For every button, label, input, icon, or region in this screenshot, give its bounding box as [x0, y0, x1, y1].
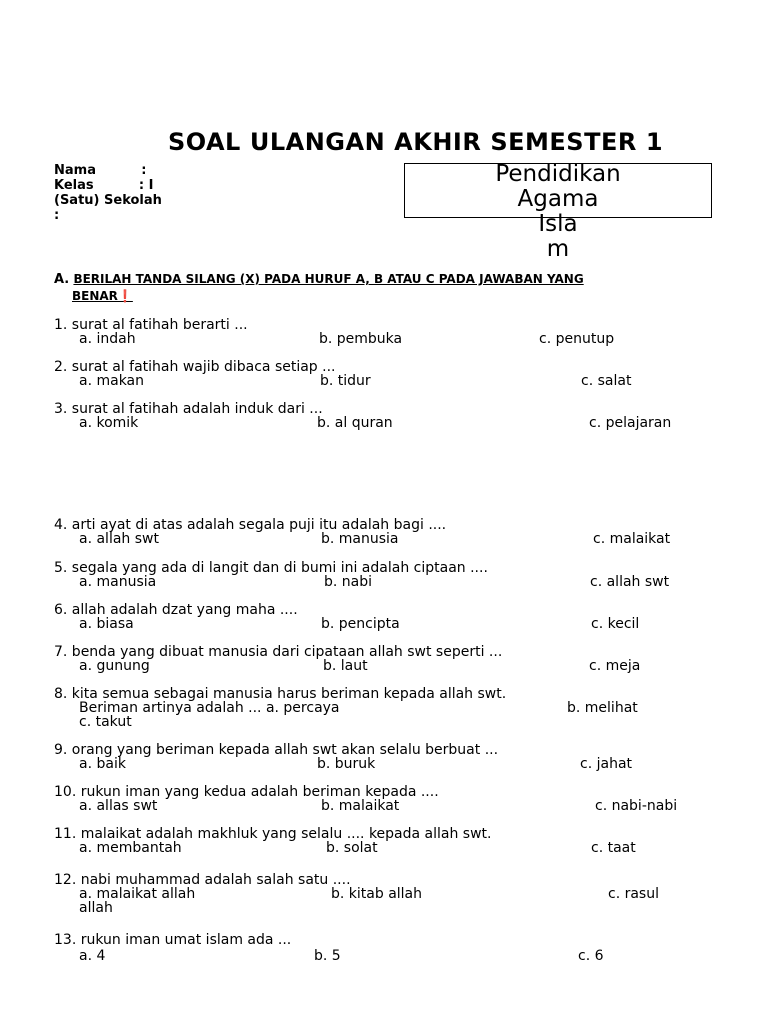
option-b: b. laut [323, 658, 368, 674]
option-c-continued: allah [79, 900, 113, 916]
subject-title: Pendidikan Agama Isla m [495, 161, 621, 262]
option-c: c. allah swt [590, 574, 670, 590]
question-text: 9. orang yang beriman kepada allah swt akan selalu berbuat ... [54, 742, 499, 758]
option-a: Beriman artinya adalah ... a. percaya [79, 700, 340, 716]
option-b: b. melihat [567, 700, 638, 716]
question-text: 13. rukun iman umat islam ada ... [54, 932, 292, 948]
option-a: a. komik [79, 415, 139, 431]
section-instruction-continued: BENAR❗ [72, 289, 133, 303]
option-a: a. makan [79, 373, 145, 389]
option-b: b. al quran [317, 415, 393, 431]
option-a: a. 4 [79, 948, 106, 964]
question-text: 12. nabi muhammad adalah salah satu .... [54, 872, 351, 888]
option-b: b. buruk [317, 756, 376, 772]
question-text: 4. arti ayat di atas adalah segala puji itu adalah bagi .... [54, 517, 447, 533]
option-b: b. kitab allah [331, 886, 422, 902]
option-c: c. meja [589, 658, 641, 674]
option-a: a. gunung [79, 658, 150, 674]
option-c: c. nabi-nabi [595, 798, 678, 814]
option-b: b. solat [326, 840, 378, 856]
option-a: a. biasa [79, 616, 134, 632]
question-text: 11. malaikat adalah makhluk yang selalu .... kepada allah swt. [54, 826, 492, 842]
option-c: c. taat [591, 840, 636, 856]
class-field-label: Kelas : I [54, 178, 154, 193]
question-text: 6. allah adalah dzat yang maha .... [54, 602, 298, 618]
option-c: c. pelajaran [589, 415, 672, 431]
option-b: b. pembuka [319, 331, 403, 347]
option-c: c. kecil [591, 616, 640, 632]
option-c: c. takut [79, 714, 132, 730]
question-text: 5. segala yang ada di langit dan di bumi ini adalah ciptaan .... [54, 560, 488, 576]
option-c: c. 6 [578, 948, 604, 964]
option-a: a. allah swt [79, 531, 159, 547]
question-text: 8. kita semua sebagai manusia harus beriman kepada allah swt. [54, 686, 507, 702]
option-a: a. malaikat allah [79, 886, 196, 902]
option-b: b. nabi [324, 574, 373, 590]
option-b: b. tidur [320, 373, 371, 389]
question-text: 7. benda yang dibuat manusia dari cipataan allah swt seperti ... [54, 644, 503, 660]
option-b: b. malaikat [321, 798, 400, 814]
option-b: b. manusia [321, 531, 399, 547]
page-title: SOAL ULANGAN AKHIR SEMESTER 1 [167, 128, 664, 156]
section-instruction: A. BERILAH TANDA SILANG (X) PADA HURUF A, B ATAU C PADA JAWABAN YANG [54, 272, 584, 287]
option-b: b. 5 [314, 948, 341, 964]
question-text: 10. rukun iman yang kedua adalah beriman kepada .... [54, 784, 439, 800]
option-c: c. rasul [608, 886, 659, 902]
name-field-label: Nama : [54, 163, 147, 178]
question-text: 1. surat al fatihah berarti ... [54, 317, 248, 333]
option-a: a. indah [79, 331, 136, 347]
option-b: b. pencipta [321, 616, 400, 632]
option-c: c. salat [581, 373, 632, 389]
option-a: a. baik [79, 756, 126, 772]
option-c: c. penutup [539, 331, 615, 347]
option-a: a. manusia [79, 574, 157, 590]
school-field-label: (Satu) Sekolah [54, 193, 162, 208]
option-a: a. membantah [79, 840, 182, 856]
school-field-colon: : [54, 208, 60, 223]
question-text: 2. surat al fatihah wajib dibaca setiap ... [54, 359, 336, 375]
option-a: a. allas swt [79, 798, 158, 814]
option-c: c. jahat [580, 756, 633, 772]
option-c: c. malaikat [593, 531, 671, 547]
question-text: 3. surat al fatihah adalah induk dari ... [54, 401, 323, 417]
